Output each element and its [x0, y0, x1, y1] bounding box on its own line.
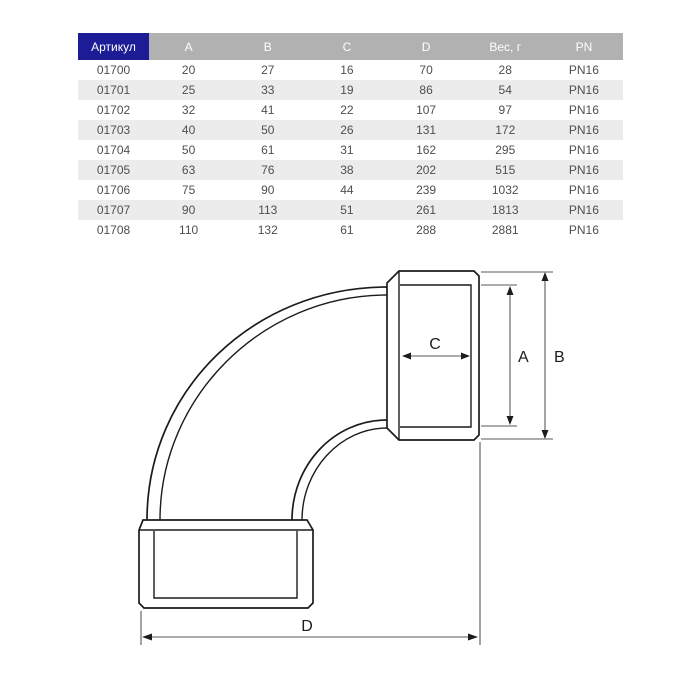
cell: 16	[340, 63, 354, 77]
cell: PN16	[568, 143, 599, 157]
column-header: C	[307, 33, 386, 60]
cell: 28	[498, 63, 512, 77]
cell: 19	[307, 80, 386, 100]
cell: 50	[228, 120, 307, 140]
cell-article: 01706	[96, 183, 131, 197]
cell: 131	[387, 120, 466, 140]
cell: 26	[307, 120, 386, 140]
cell-article: 01708	[96, 223, 131, 237]
cell-article: 01703	[78, 120, 149, 140]
cell: 86	[387, 80, 466, 100]
cell: 54	[466, 80, 545, 100]
cell: 32	[181, 103, 196, 117]
cell-article: 01705	[78, 160, 149, 180]
cell: 90	[149, 200, 228, 220]
cell: 61	[261, 143, 275, 157]
column-header: PN	[545, 33, 623, 60]
cell: 172	[466, 120, 545, 140]
cell-article: 01704	[96, 143, 131, 157]
cell: PN16	[545, 80, 623, 100]
cell: 44	[340, 183, 354, 197]
bottom-socket	[139, 520, 313, 608]
cell: 113	[228, 200, 307, 220]
cell: 2881	[491, 223, 519, 237]
cell: 107	[416, 103, 437, 117]
cell: 22	[340, 103, 354, 117]
cell-article: 01702	[96, 103, 131, 117]
cell: 132	[257, 223, 278, 237]
cell: 70	[419, 63, 433, 77]
cell: 38	[307, 160, 386, 180]
dim-label-d: D	[301, 618, 313, 635]
cell: 239	[416, 183, 437, 197]
pipe-bend-outer-arc	[147, 287, 387, 520]
column-header-article: Артикул	[78, 33, 149, 60]
cell: 261	[387, 200, 466, 220]
column-header: Вес, г	[466, 33, 545, 60]
cell: 63	[149, 160, 228, 180]
cell: PN16	[545, 200, 623, 220]
cell: PN16	[545, 120, 623, 140]
cell: 202	[387, 160, 466, 180]
cell: PN16	[545, 160, 623, 180]
cell: 515	[466, 160, 545, 180]
cell: 110	[179, 223, 199, 237]
cell: 1813	[466, 200, 545, 220]
cell: 27	[261, 63, 275, 77]
cell: 41	[261, 103, 275, 117]
cell: 1032	[491, 183, 519, 197]
cell: 51	[307, 200, 386, 220]
column-header: B	[228, 33, 307, 60]
column-header: D	[387, 33, 466, 60]
dim-label-c: C	[429, 336, 441, 353]
cell: 20	[181, 63, 196, 77]
pipe-bend-inner-arc	[292, 420, 387, 520]
cell: 90	[261, 183, 275, 197]
cell: 75	[181, 183, 196, 197]
cell-article: 01707	[78, 200, 149, 220]
cell: 61	[340, 223, 354, 237]
cell: 76	[228, 160, 307, 180]
cell: 33	[228, 80, 307, 100]
cell: PN16	[568, 183, 599, 197]
dimension-a	[481, 285, 529, 426]
cell: 295	[495, 143, 516, 157]
cell: 31	[340, 143, 354, 157]
cell: PN16	[568, 63, 599, 77]
cell-article: 01700	[96, 63, 131, 77]
cell: 40	[149, 120, 228, 140]
cell: 97	[498, 103, 512, 117]
cell: 288	[416, 223, 437, 237]
cell: 25	[149, 80, 228, 100]
column-header: A	[149, 33, 228, 60]
cell-article: 01701	[78, 80, 149, 100]
cell: 50	[181, 143, 196, 157]
dim-label-b: B	[554, 349, 565, 366]
cell: PN16	[568, 103, 599, 117]
cell: PN16	[568, 223, 599, 237]
dim-label-a: A	[518, 349, 529, 366]
cell: 162	[416, 143, 437, 157]
